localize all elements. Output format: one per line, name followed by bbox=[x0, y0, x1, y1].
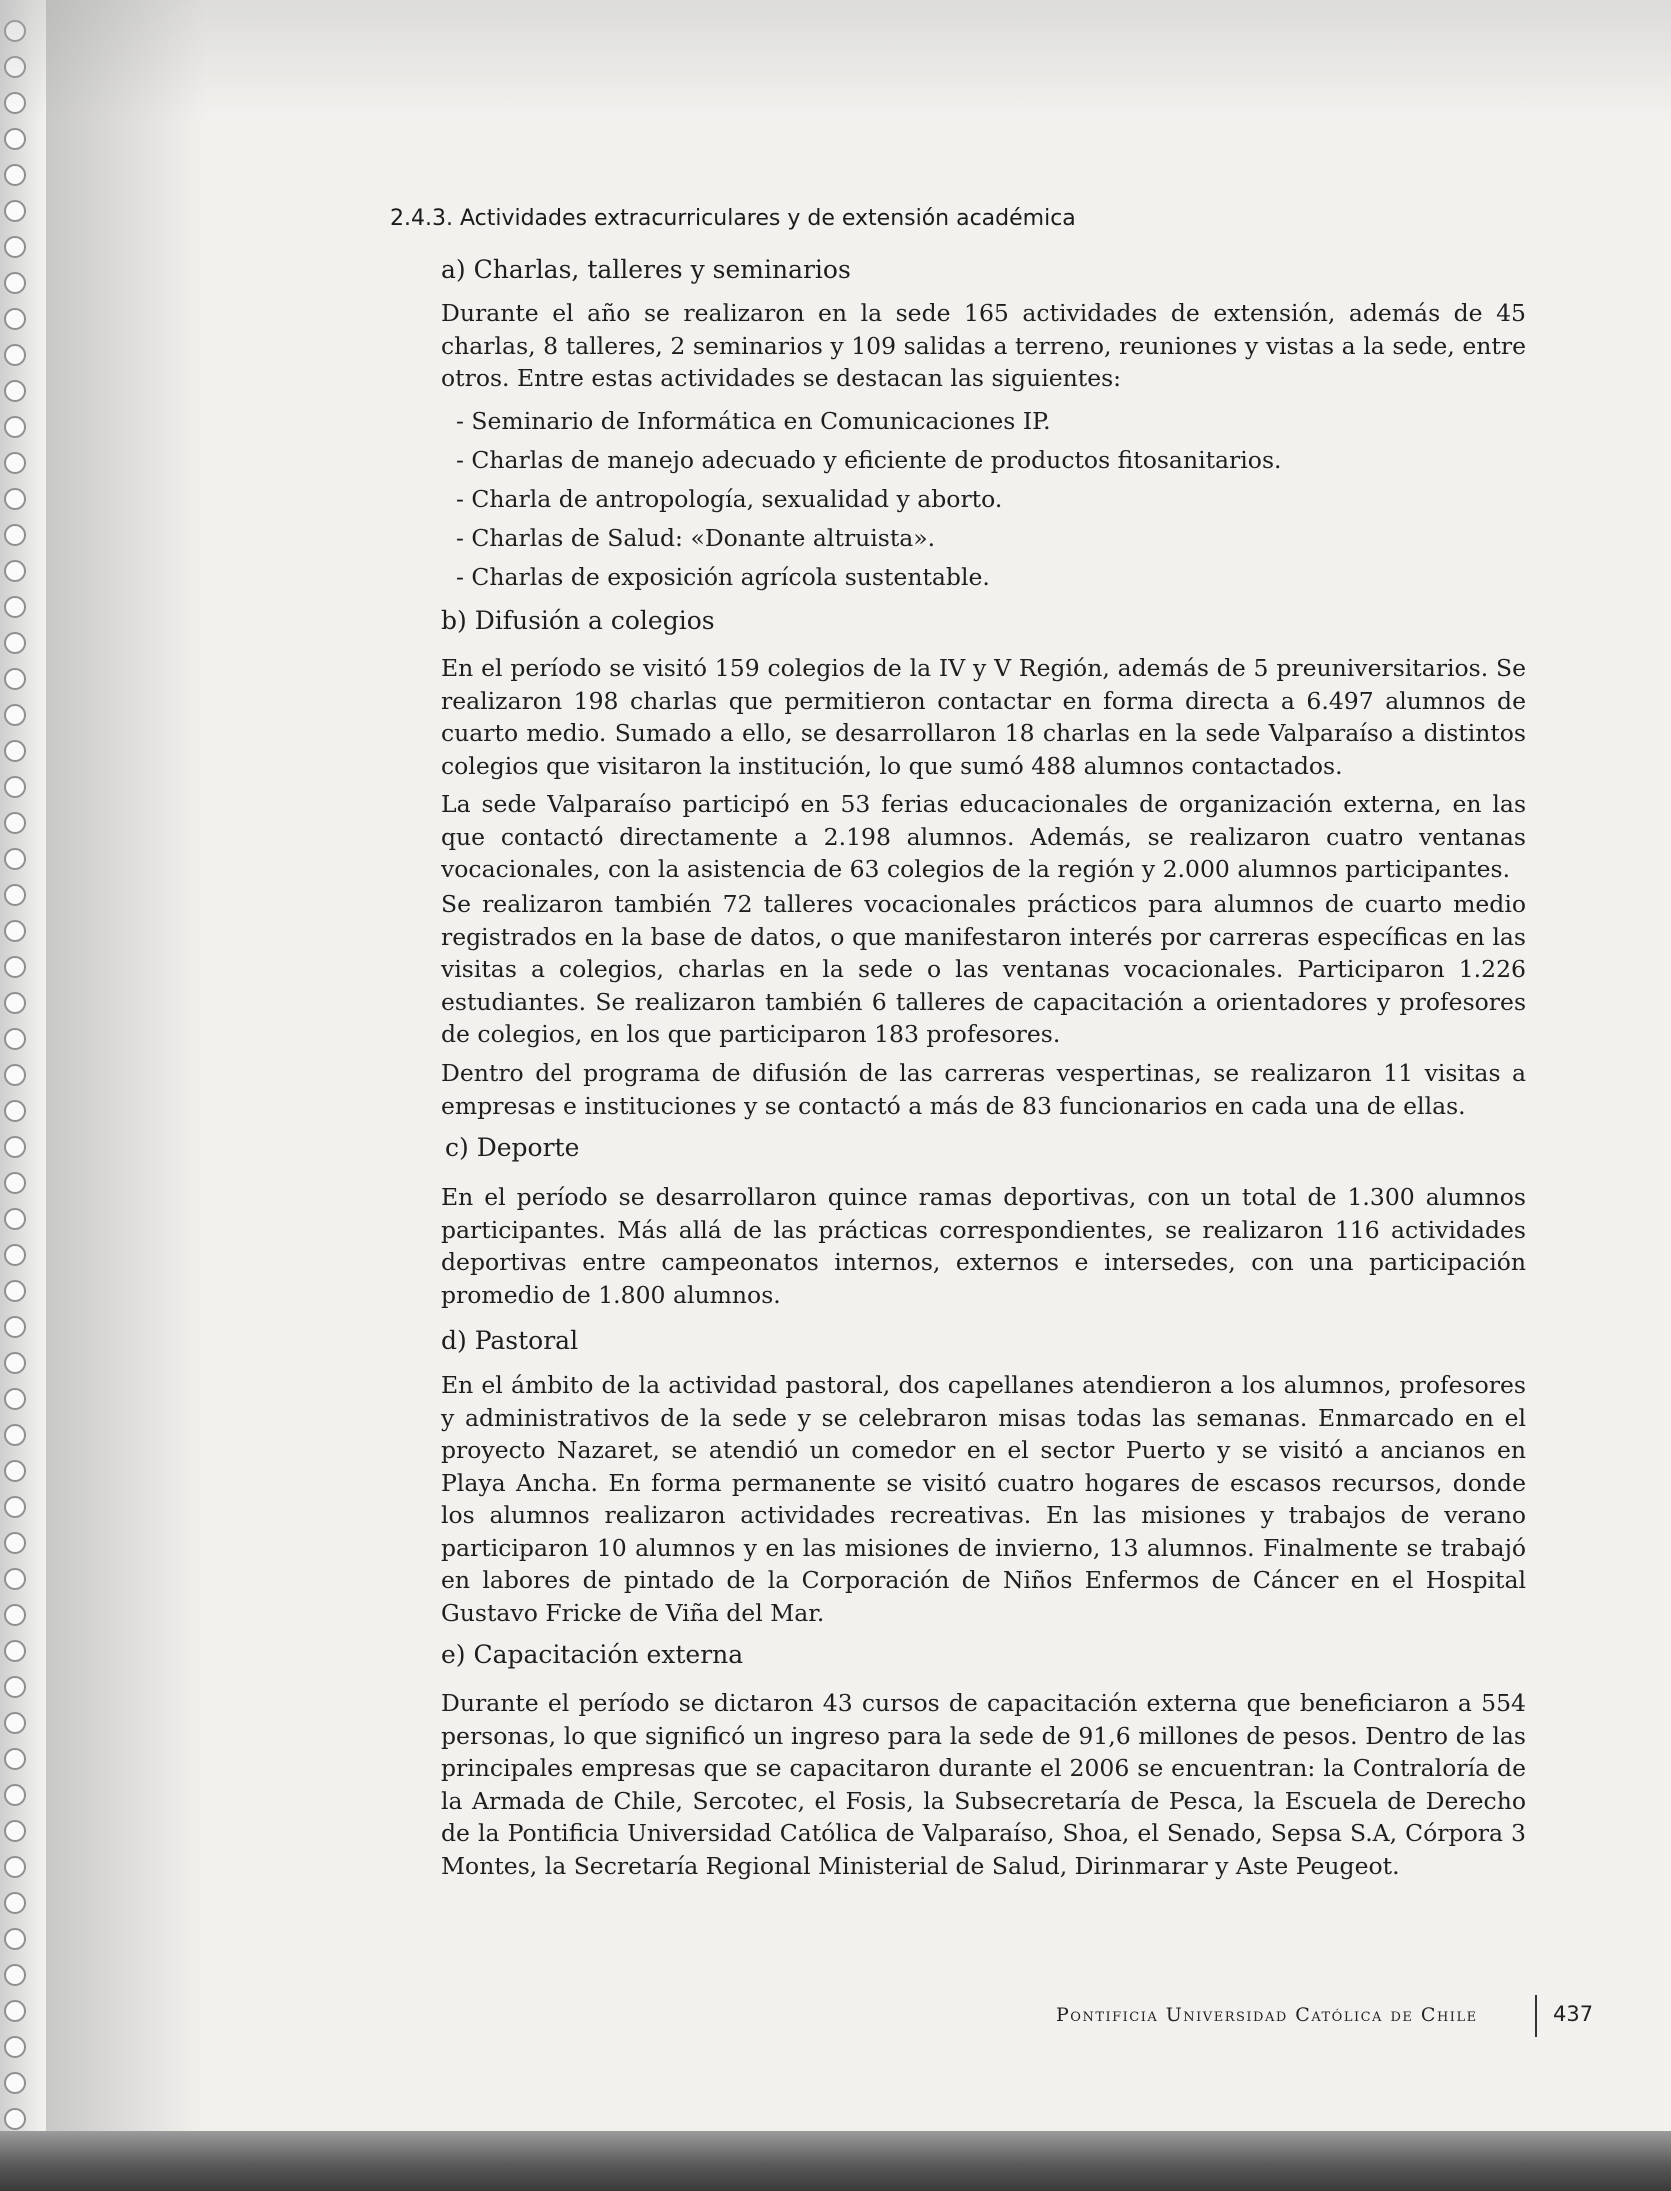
binding-ring bbox=[4, 704, 26, 726]
binding-ring bbox=[4, 452, 26, 474]
binding-ring bbox=[4, 920, 26, 942]
list-item: - Charlas de manejo adecuado y eficiente de productos fitosanitarios. bbox=[456, 441, 1541, 480]
binding-ring bbox=[4, 1280, 26, 1302]
binding-ring bbox=[4, 1424, 26, 1446]
difusion-heading: b) Difusión a colegios bbox=[441, 606, 715, 635]
section-deporte bbox=[445, 1132, 1530, 1165]
list-item: - Seminario de Informática en Comunicaciones IP. bbox=[456, 402, 1541, 441]
deporte-paragraph: En el período se desarrollaron quince ramas deportivas, con un total de 1.300 alumnos participantes. Más allá de las prácticas correspondientes, se realizaron 116 actividades deportivas entre campeonatos internos, externos e intersedes, con una participación promedio de 1.800 alumnos. bbox=[441, 1183, 1526, 1309]
binding-ring bbox=[4, 1244, 26, 1266]
binding-ring bbox=[4, 1460, 26, 1482]
binding-ring bbox=[4, 1532, 26, 1554]
binding-ring bbox=[4, 308, 26, 330]
binding-ring bbox=[4, 956, 26, 978]
difusion-paragraph: La sede Valparaíso participó en 53 ferias educacionales de organización externa, en las que contactó directamente a 2.198 alumnos. Además, se realizaron cuatro ventanas vocacionales, con la asistencia de 63 colegios de la región y 2.000 alumnos participantes. bbox=[441, 790, 1526, 883]
difusion-paragraph: En el período se visitó 159 colegios de la IV y V Región, además de 5 preuniversitarios. Se realizaron 198 charlas que permitieron contactar en forma directa a 6.497 alumnos de cuarto medio. Sumado a ello, se desarrollaron 18 charlas en la sede Valparaíso a distintos colegios que visitaron la institución, lo que sumó 488 alumnos contactados. bbox=[441, 654, 1526, 780]
list-item: - Charlas de exposición agrícola sustentable. bbox=[456, 558, 1541, 597]
capacitacion-paragraph: Durante el período se dictaron 43 cursos de capacitación externa que beneficiaron a 554 personas, lo que significó un ingreso para la sede de 91,6 millones de pesos. Dentro de las principales empresas que se capacitaron durante el 2006 se encuentran: la Contraloría de la Armada de Chile, Sercotec, el Fosis, la Subsecretaría de Pesca, la Escuela de Derecho de la Pontificia Universidad Católica de Valparaíso, Shoa, el Senado, Sepsa S.A, Córpora 3 Montes, la Secretaría Regional Ministerial de Salud, Dirinmarar y Aste Peugeot. bbox=[441, 1689, 1526, 1880]
binding-ring bbox=[4, 1676, 26, 1698]
footer-institution: Pontificia Universidad Católica de Chile bbox=[1056, 2004, 1478, 2026]
binding-ring bbox=[4, 1604, 26, 1626]
footer-divider bbox=[1535, 1995, 1537, 2037]
binding-ring bbox=[4, 1856, 26, 1878]
binding-ring bbox=[4, 1640, 26, 1662]
difusion-p3-block bbox=[441, 888, 1526, 1051]
difusion-paragraph: Dentro del programa de difusión de las carreras vespertinas, se realizaron 11 visitas a empresas e instituciones y se contactó a más de 83 funcionarios en cada una de ellas. bbox=[441, 1059, 1526, 1120]
charlas-intro-block bbox=[441, 297, 1526, 395]
binding-ring bbox=[4, 1064, 26, 1086]
list-item: - Charla de antropología, sexualidad y aborto. bbox=[456, 480, 1541, 519]
scan-shadow-top bbox=[0, 0, 1671, 120]
binding-ring bbox=[4, 1136, 26, 1158]
binding-ring bbox=[4, 1784, 26, 1806]
binding-ring bbox=[4, 1172, 26, 1194]
charlas-list bbox=[456, 402, 1541, 597]
binding-ring bbox=[4, 560, 26, 582]
section-charlas bbox=[441, 254, 1526, 287]
binding-ring bbox=[4, 2108, 26, 2130]
binding-ring bbox=[4, 848, 26, 870]
binding-ring bbox=[4, 344, 26, 366]
binding-ring bbox=[4, 596, 26, 618]
binding-ring bbox=[4, 1316, 26, 1338]
binding-ring bbox=[4, 1568, 26, 1590]
scan-bottom-edge bbox=[0, 2131, 1671, 2191]
binding-ring bbox=[4, 1964, 26, 1986]
binding-ring bbox=[4, 1388, 26, 1410]
binding-ring bbox=[4, 200, 26, 222]
binding-ring bbox=[4, 2072, 26, 2094]
binding-ring bbox=[4, 1712, 26, 1734]
pastoral-paragraph: En el ámbito de la actividad pastoral, dos capellanes atendieron a los alumnos, profesores y administrativos de la sede y se celebraron misas todas las semanas. Enmarcado en el proyecto Nazaret, se atendió un comedor en el sector Puerto y se visitó a ancianos en Playa Ancha. En forma permanente se visitó cuatro hogares de escasos recursos, donde los alumnos realizaron actividades recreativas. En las misiones y trabajos de verano participaron 10 alumnos y en las misiones de invierno, 13 alumnos. Finalmente se trabajó en labores de pintado de la Corporación de Niños Enfermos de Cáncer en el Hospital Gustavo Fricke de Viña del Mar. bbox=[441, 1371, 1526, 1627]
difusion-paragraph: Se realizaron también 72 talleres vocacionales prácticos para alumnos de cuarto medio registrados en la base de datos, o que manifestaron interés por carreras específicas en las visitas a colegios, charlas en la sede o las ventanas vocacionales. Participaron 1.226 estudiantes. Se realizaron también 6 talleres de capacitación a orientadores y profesores de colegios, en los que participaron 183 profesores. bbox=[441, 890, 1526, 1048]
binding-ring bbox=[4, 776, 26, 798]
binding-ring bbox=[4, 1928, 26, 1950]
binding-ring bbox=[4, 164, 26, 186]
deporte-p1-block bbox=[441, 1181, 1526, 1311]
binding-ring bbox=[4, 1892, 26, 1914]
binding-ring bbox=[4, 632, 26, 654]
binding-ring bbox=[4, 2000, 26, 2022]
binding-ring bbox=[4, 488, 26, 510]
section-pastoral bbox=[441, 1325, 1526, 1358]
capacitacion-heading: e) Capacitación externa bbox=[441, 1640, 744, 1669]
binding-ring bbox=[4, 236, 26, 258]
binding-ring bbox=[4, 1820, 26, 1842]
section-capacitacion bbox=[441, 1639, 1526, 1672]
binding-ring bbox=[4, 1028, 26, 1050]
charlas-intro: Durante el año se realizaron en la sede 165 actividades de extensión, además de 45 charlas, 8 talleres, 2 seminarios y 109 salidas a terreno, reuniones y vistas a la sede, entre otros. Entre estas actividades se destacan las siguientes: bbox=[441, 299, 1526, 392]
deporte-heading: c) Deporte bbox=[445, 1133, 580, 1162]
spiral-binding bbox=[0, 0, 46, 2191]
page-number: 437 bbox=[1553, 2002, 1594, 2026]
section-difusion bbox=[441, 605, 1526, 638]
binding-ring bbox=[4, 2036, 26, 2058]
binding-ring bbox=[4, 1352, 26, 1374]
binding-ring bbox=[4, 524, 26, 546]
difusion-p2-block bbox=[441, 788, 1526, 886]
binding-ring bbox=[4, 992, 26, 1014]
list-item: - Charlas de Salud: «Donante altruista». bbox=[456, 519, 1541, 558]
section-heading: 2.4.3. Actividades extracurriculares y de extensión académica bbox=[390, 206, 1076, 231]
binding-ring bbox=[4, 128, 26, 150]
pastoral-heading: d) Pastoral bbox=[441, 1326, 579, 1355]
binding-ring bbox=[4, 1100, 26, 1122]
binding-ring bbox=[4, 884, 26, 906]
charlas-list-block bbox=[456, 402, 1541, 597]
charlas-heading: a) Charlas, talleres y seminarios bbox=[441, 255, 851, 284]
binding-ring bbox=[4, 1496, 26, 1518]
binding-ring bbox=[4, 668, 26, 690]
capacitacion-p1-block bbox=[441, 1687, 1526, 1882]
binding-ring bbox=[4, 1208, 26, 1230]
pastoral-p1-block bbox=[441, 1369, 1526, 1629]
binding-ring bbox=[4, 1748, 26, 1770]
difusion-p4-block bbox=[441, 1057, 1526, 1122]
difusion-p1-block bbox=[441, 652, 1526, 782]
scan-shadow-left bbox=[46, 0, 206, 2191]
binding-ring bbox=[4, 812, 26, 834]
binding-ring bbox=[4, 740, 26, 762]
binding-ring bbox=[4, 272, 26, 294]
binding-ring bbox=[4, 380, 26, 402]
binding-ring bbox=[4, 416, 26, 438]
